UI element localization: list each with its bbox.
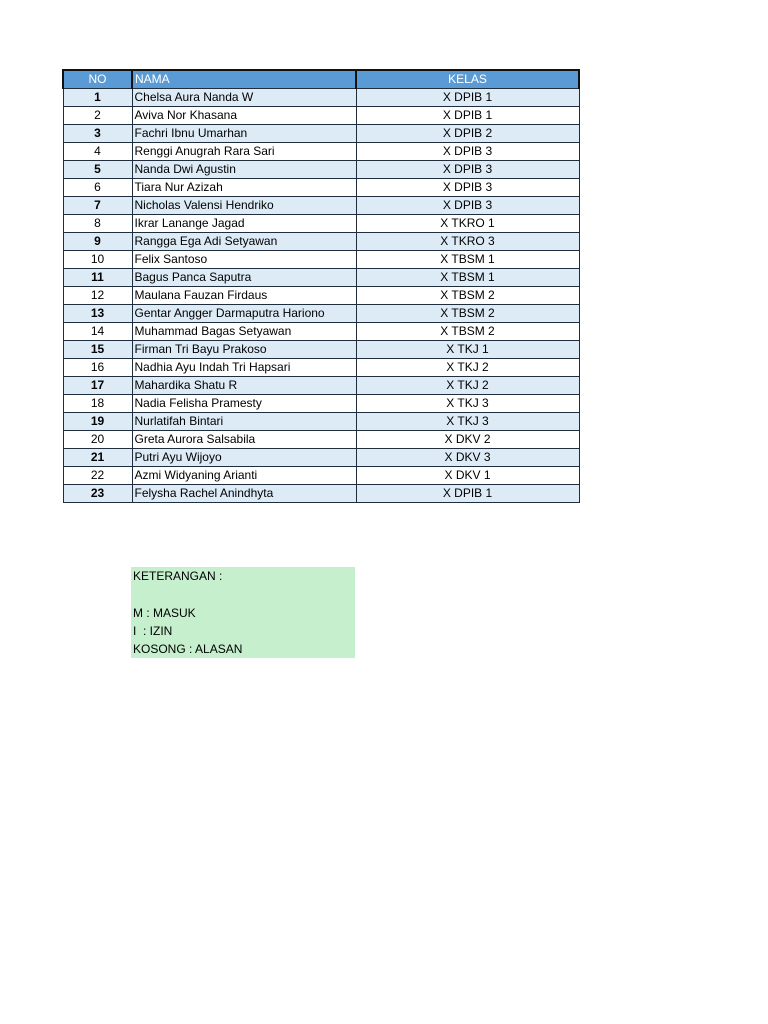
cell-nama: Tiara Nur Azizah	[132, 179, 356, 197]
cell-no: 19	[63, 413, 132, 431]
cell-kelas: X DPIB 3	[356, 143, 579, 161]
cell-kelas: X TKJ 2	[356, 377, 579, 395]
header-no: NO	[63, 70, 132, 89]
cell-nama: Bagus Panca Saputra	[132, 269, 356, 287]
cell-kelas: X DPIB 2	[356, 125, 579, 143]
header-kelas: KELAS	[356, 70, 579, 89]
cell-nama: Nurlatifah Bintari	[132, 413, 356, 431]
legend-line: M : MASUK	[133, 605, 196, 620]
table-row	[63, 413, 579, 431]
cell-no: 17	[63, 377, 132, 395]
cell-no: 6	[63, 179, 132, 197]
cell-no: 10	[63, 251, 132, 269]
table-row	[63, 449, 579, 467]
cell-kelas: X TKRO 3	[356, 233, 579, 251]
table-row	[63, 233, 579, 251]
cell-kelas: X DPIB 3	[356, 179, 579, 197]
cell-nama: Fachri Ibnu Umarhan	[132, 125, 356, 143]
cell-kelas: X TBSM 2	[356, 323, 579, 341]
cell-nama: Nanda Dwi Agustin	[132, 161, 356, 179]
table-row	[63, 251, 579, 269]
cell-no: 23	[63, 485, 132, 503]
cell-nama: Firman Tri Bayu Prakoso	[132, 341, 356, 359]
cell-kelas: X TBSM 2	[356, 287, 579, 305]
cell-kelas: X DPIB 1	[356, 485, 579, 503]
cell-kelas: X TKRO 1	[356, 215, 579, 233]
cell-nama: Maulana Fauzan Firdaus	[132, 287, 356, 305]
legend-line: I : IZIN	[133, 623, 173, 638]
cell-kelas: X DPIB 1	[356, 89, 579, 107]
cell-kelas: X DKV 3	[356, 449, 579, 467]
cell-nama: Gentar Angger Darmaputra Hariono	[132, 305, 356, 323]
cell-nama: Ikrar Lanange Jagad	[132, 215, 356, 233]
cell-kelas: X TBSM 1	[356, 251, 579, 269]
cell-no: 22	[63, 467, 132, 485]
cell-no: 5	[63, 161, 132, 179]
table-row	[63, 125, 579, 143]
header-row	[63, 70, 579, 89]
cell-nama: Nadia Felisha Pramesty	[132, 395, 356, 413]
cell-nama: Mahardika Shatu R	[132, 377, 356, 395]
table-row	[63, 89, 579, 107]
cell-no: 12	[63, 287, 132, 305]
table-row	[63, 269, 579, 287]
table-row	[63, 197, 579, 215]
cell-kelas: X DKV 2	[356, 431, 579, 449]
table-row	[63, 305, 579, 323]
table-row	[63, 287, 579, 305]
cell-nama: Azmi Widyaning Arianti	[132, 467, 356, 485]
cell-kelas: X TKJ 1	[356, 341, 579, 359]
table-row	[63, 161, 579, 179]
cell-nama: Aviva Nor Khasana	[132, 107, 356, 125]
cell-kelas: X DKV 1	[356, 467, 579, 485]
cell-no: 18	[63, 395, 132, 413]
table-row	[63, 107, 579, 125]
cell-no: 9	[63, 233, 132, 251]
cell-no: 2	[63, 107, 132, 125]
header-nama: NAMA	[132, 70, 356, 89]
cell-kelas: X TBSM 1	[356, 269, 579, 287]
cell-nama: Nadhia Ayu Indah Tri Hapsari	[132, 359, 356, 377]
cell-no: 20	[63, 431, 132, 449]
legend-line	[133, 585, 353, 603]
cell-kelas: X TKJ 3	[356, 395, 579, 413]
table-row	[63, 485, 579, 503]
table-body	[63, 89, 579, 503]
table-row	[63, 359, 579, 377]
cell-kelas: X TKJ 2	[356, 359, 579, 377]
cell-no: 7	[63, 197, 132, 215]
cell-kelas: X DPIB 3	[356, 161, 579, 179]
cell-no: 14	[63, 323, 132, 341]
table-row	[63, 431, 579, 449]
cell-no: 11	[63, 269, 132, 287]
table-row	[63, 179, 579, 197]
table-row	[63, 395, 579, 413]
student-table	[62, 69, 580, 503]
cell-kelas: X TBSM 2	[356, 305, 579, 323]
cell-no: 21	[63, 449, 132, 467]
cell-kelas: X DPIB 1	[356, 107, 579, 125]
cell-nama: Felix Santoso	[132, 251, 356, 269]
table-row	[63, 377, 579, 395]
cell-nama: Chelsa Aura Nanda W	[132, 89, 356, 107]
cell-no: 15	[63, 341, 132, 359]
legend-line: KETERANGAN :	[133, 569, 223, 583]
cell-nama: Rangga Ega Adi Setyawan	[132, 233, 356, 251]
cell-nama: Renggi Anugrah Rara Sari	[132, 143, 356, 161]
cell-no: 3	[63, 125, 132, 143]
table-row	[63, 143, 579, 161]
table-row	[63, 467, 579, 485]
cell-nama: Greta Aurora Salsabila	[132, 431, 356, 449]
cell-kelas: X DPIB 3	[356, 197, 579, 215]
legend-line: KOSONG : ALASAN	[133, 642, 243, 657]
cell-no: 4	[63, 143, 132, 161]
cell-no: 1	[63, 89, 132, 107]
legend-box	[131, 567, 355, 658]
table-row	[63, 341, 579, 359]
cell-nama: Muhammad Bagas Setyawan	[132, 323, 356, 341]
cell-nama: Felysha Rachel Anindhyta	[132, 485, 356, 503]
cell-kelas: X TKJ 3	[356, 413, 579, 431]
cell-nama: Nicholas Valensi Hendriko	[132, 197, 356, 215]
cell-no: 13	[63, 305, 132, 323]
table-row	[63, 215, 579, 233]
table-row	[63, 323, 579, 341]
cell-nama: Putri Ayu Wijoyo	[132, 449, 356, 467]
cell-no: 8	[63, 215, 132, 233]
cell-no: 16	[63, 359, 132, 377]
